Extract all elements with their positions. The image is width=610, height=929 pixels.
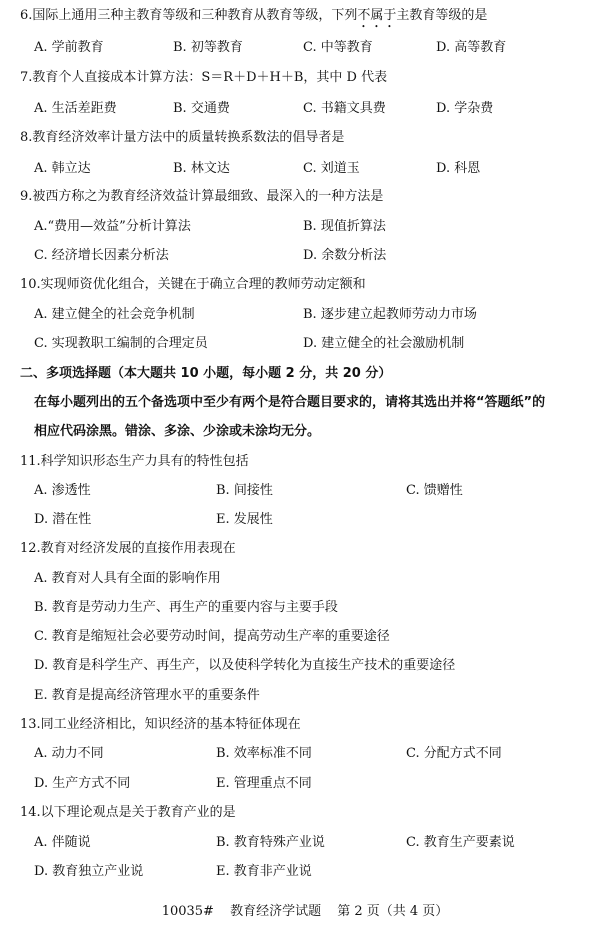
question-6-stem-text: 6.国际上通用三种主教育等级和三种教育从教育等级，下列 [20,8,358,23]
question-10-option-a: A. 建立健全的社会竞争机制 [34,307,195,322]
question-6-option-c: C. 中等教育 [303,40,373,55]
question-12-option-a: A. 教育对人具有全面的影响作用 [34,571,221,586]
question-7-option-c: C. 书籍文具费 [303,101,386,116]
question-11-option-a: A. 渗透性 [34,483,91,498]
question-7-stem: 7.教育个人直接成本计算方法：S＝R＋D＋H＋B，其中 D 代表 [20,70,388,85]
question-6-option-a: A. 学前教育 [34,40,104,55]
question-11-option-d: D. 潜在性 [34,512,92,527]
question-9-option-a: A.“费用—效益”分析计算法 [34,219,191,234]
question-14-option-a: A. 伴随说 [34,835,91,850]
question-6-option-b: B. 初等教育 [173,40,243,55]
question-12-option-d: D. 教育是科学生产、再生产，以及使科学转化为直接生产技术的重要途径 [34,658,456,673]
question-7-option-d: D. 学杂费 [436,101,494,116]
question-8-option-a: A. 韩立达 [34,161,91,176]
question-9-option-d: D. 余数分析法 [303,248,387,263]
question-11-option-c: C. 馈赠性 [406,483,463,498]
question-14-option-e: E. 教育非产业说 [216,864,312,879]
question-8-option-c: C. 刘道玉 [303,161,360,176]
question-10-stem: 10.实现师资优化组合，关键在于确立合理的教师劳动定额和 [20,277,366,292]
question-14-stem: 14.以下理论观点是关于教育产业的是 [20,805,236,820]
question-14-option-c: C. 教育生产要素说 [406,835,515,850]
page-footer [0,900,610,919]
question-10-option-b: B. 逐步建立起教师劳动力市场 [303,307,477,322]
question-10-option-c: C. 实现教职工编制的合理定员 [34,336,208,351]
question-14-option-d: D. 教育独立产业说 [34,864,144,879]
question-9-option-b: B. 现值折算法 [303,219,386,234]
question-14-option-b: B. 教育特殊产业说 [216,835,325,850]
section-2-instruction-line-2: 相应代码涂黑。错涂、多涂、少涂或未涂均无分。 [34,424,321,439]
question-13-stem: 13.同工业经济相比，知识经济的基本特征体现在 [20,717,301,732]
question-11-stem: 11.科学知识形态生产力具有的特性包括 [20,454,249,469]
question-9-stem: 9.被西方称之为教育经济效益计算最细致、最深入的一种方法是 [20,189,384,204]
question-13-option-e: E. 管理重点不同 [216,776,312,791]
footer-page-number: 第 2 页（共 4 页） [337,904,449,919]
question-8-option-b: B. 林文达 [173,161,230,176]
section-2-title: 二、多项选择题（本大题共 10 小题，每小题 2 分，共 20 分） [20,366,392,381]
question-11-option-e: E. 发展性 [216,512,273,527]
question-12-option-b: B. 教育是劳动力生产、再生产的重要内容与主要手段 [34,600,338,615]
question-9-option-c: C. 经济增长因素分析法 [34,248,169,263]
question-13-option-d: D. 生产方式不同 [34,776,131,791]
question-12-stem: 12.教育对经济发展的直接作用表现在 [20,541,236,556]
question-13-option-a: A. 动力不同 [34,746,104,761]
footer-exam-code: 10035# [161,904,214,919]
question-12-option-e: E. 教育是提高经济管理水平的重要条件 [34,688,260,703]
section-2-instruction-line-1: 在每小题列出的五个备选项中至少有两个是符合题目要求的，请将其选出并将“答题纸”的 [34,395,546,410]
footer-subject: 教育经济学试题 [230,904,322,919]
question-6-option-d: D. 高等教育 [436,40,507,55]
question-11-option-b: B. 间接性 [216,483,273,498]
question-12-option-c: C. 教育是缩短社会必要劳动时间，提高劳动生产率的重要途径 [34,629,390,644]
question-7-option-b: B. 交通费 [173,101,230,116]
question-6-stem-tail: 主教育等级的是 [396,8,488,23]
question-7-option-a: A. 生活差距费 [34,101,117,116]
question-8-stem: 8.教育经济效率计量方法中的质量转换系数法的倡导者是 [20,130,345,145]
question-8-option-d: D. 科恩 [436,161,481,176]
question-6-stem [20,8,487,31]
question-6-emphasis: 不属于 [357,8,397,23]
question-13-option-c: C. 分配方式不同 [406,746,502,761]
question-13-option-b: B. 效率标准不同 [216,746,312,761]
question-10-option-d: D. 建立健全的社会激励机制 [303,336,465,351]
